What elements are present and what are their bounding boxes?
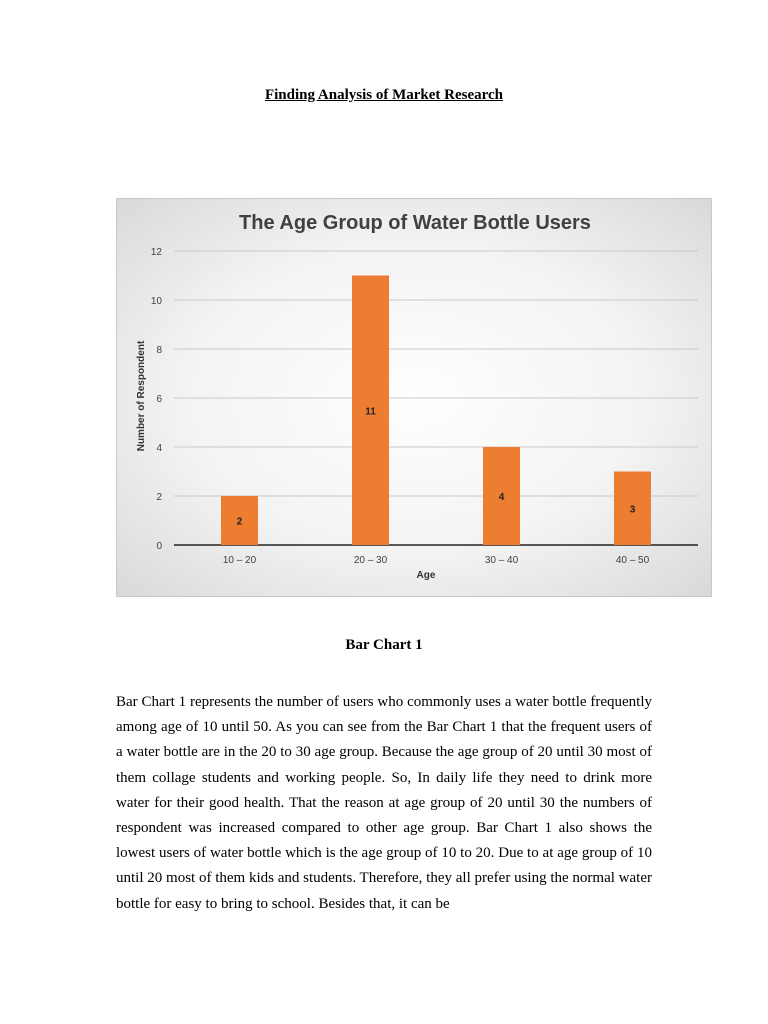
y-tick-label: 12 bbox=[150, 247, 162, 258]
document-title: Finding Analysis of Market Research bbox=[264, 87, 504, 103]
bar-chart-canvas bbox=[117, 199, 713, 598]
y-tick-label: 10 bbox=[150, 296, 162, 307]
bar-data-label: 2 bbox=[236, 516, 243, 528]
bar-data-label: 4 bbox=[498, 492, 505, 503]
chart-title: The Age Group of Water Bottle Users bbox=[239, 212, 591, 234]
bar-data-label: 3 bbox=[629, 504, 636, 516]
x-tick-label: 40 – 50 bbox=[615, 555, 650, 566]
y-tick-label: 0 bbox=[156, 541, 162, 552]
bar-chart bbox=[116, 198, 712, 597]
x-axis-title: Age bbox=[416, 570, 436, 581]
y-tick-label: 2 bbox=[156, 492, 162, 503]
x-tick-label: 10 – 20 bbox=[222, 555, 257, 566]
x-tick-label: 20 – 30 bbox=[353, 555, 388, 566]
y-tick-label: 4 bbox=[156, 443, 162, 454]
x-tick-label: 30 – 40 bbox=[484, 555, 519, 566]
y-axis-title: Number of Respondent bbox=[136, 340, 147, 452]
y-tick-label: 8 bbox=[156, 345, 162, 356]
bar-data-label: 11 bbox=[365, 406, 376, 418]
body-paragraph: Bar Chart 1 represents the number of users who commonly uses a water bottle frequently among age of 10 until 50. As you can see from the Bar Chart 1 that the frequent users of a water bottle are in the 20 to 30 age group. Because the age group of 20 until 30 most of them collage students and working people. So, In daily life they need to drink more water for their good health. That the reason at age group of 20 until 30 the numbers of respondent was increased compared to other age group. Bar Chart 1 also shows the lowest users of water bottle which is the age group of 10 to 20. Due to at age group of 10 until 20 most of them kids and students. Therefore, they all prefer using the normal water bottle for easy to bring to school. Besides that, it can be bbox=[116, 694, 652, 912]
y-tick-label: 6 bbox=[156, 394, 162, 405]
chart-caption: Bar Chart 1 bbox=[345, 637, 423, 653]
